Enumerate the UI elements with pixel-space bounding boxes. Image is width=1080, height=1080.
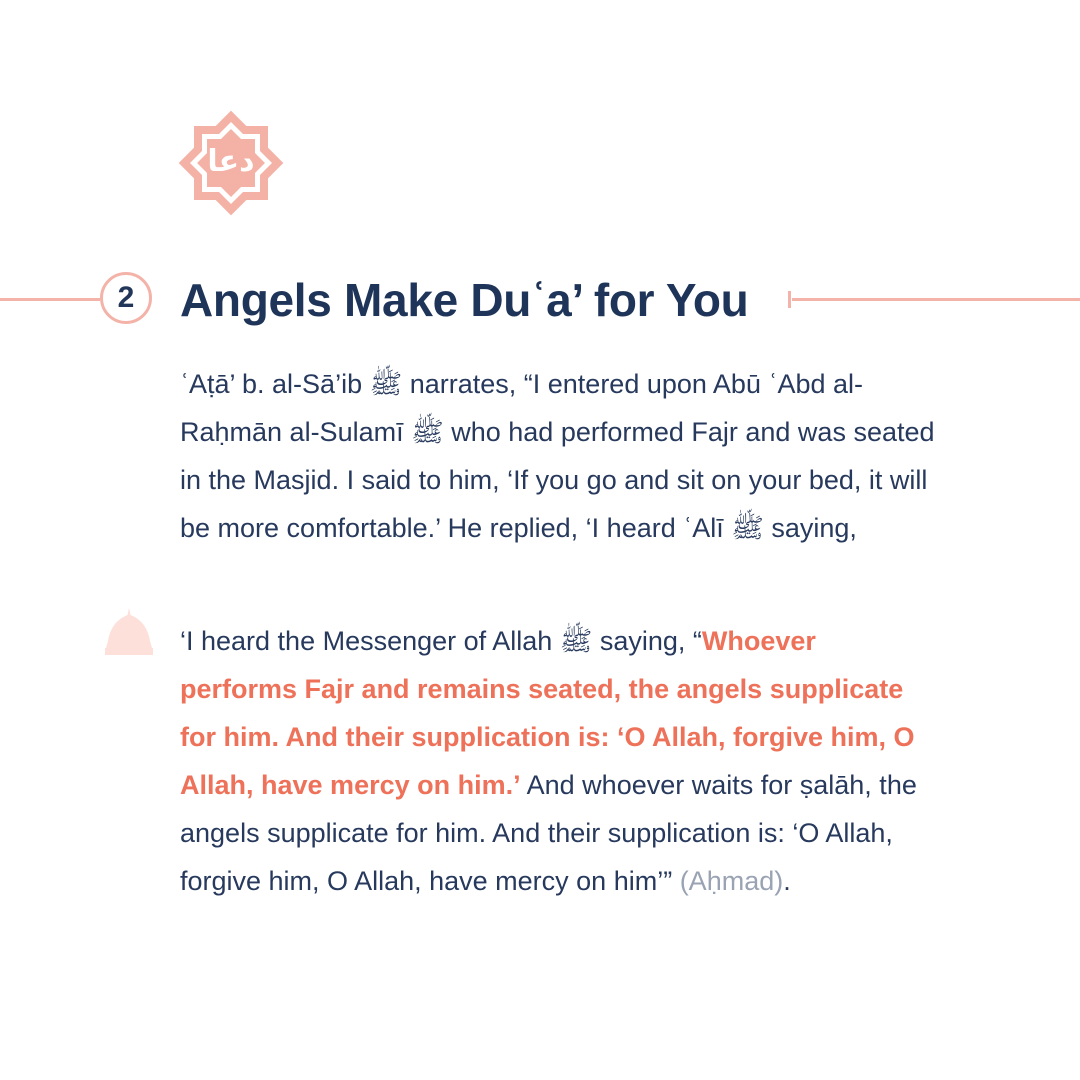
header-rule-tick xyxy=(788,291,791,308)
page-title: Angels Make Duʿa’ for You xyxy=(180,274,749,326)
section-number: 2 xyxy=(100,272,152,324)
header-rule-left xyxy=(0,298,100,301)
dua-star-logo-icon xyxy=(172,104,290,222)
citation: (Aḥmad) xyxy=(679,866,784,896)
dome-icon xyxy=(103,606,155,658)
hadith-rest: And whoever waits for ṣalāh, the angels supplicate for him. And their supplication is: ‘O Allah, forgive him, O Allah, have mercy on him’” xyxy=(180,770,917,896)
hadith-highlight: Whoever performs Fajr and remains seated, the angels supplicate for him. And their supplication is: ‘O Allah, forgive him, O Allah, have mercy on him.’ xyxy=(180,626,915,800)
hadith-quote xyxy=(180,617,940,905)
hadith-lead: ‘I heard the Messenger of Allah ﷺ saying, “ xyxy=(180,626,702,656)
narration-intro: ʿAṭā’ b. al-Sā’ib ﷺ narrates, “I entered upon Abū ʿAbd al-Raḥmān al-Sulamī ﷺ who had performed Fajr and was seated in the Masjid. I said to him, ‘If you go and sit on your bed, it will be more comfortable.’ He replied, ‘I heard ʿAlī ﷺ saying, xyxy=(180,369,935,543)
citation-end: . xyxy=(783,866,791,896)
logo-text: دعا xyxy=(207,143,255,179)
header-rule-right xyxy=(792,298,1080,301)
